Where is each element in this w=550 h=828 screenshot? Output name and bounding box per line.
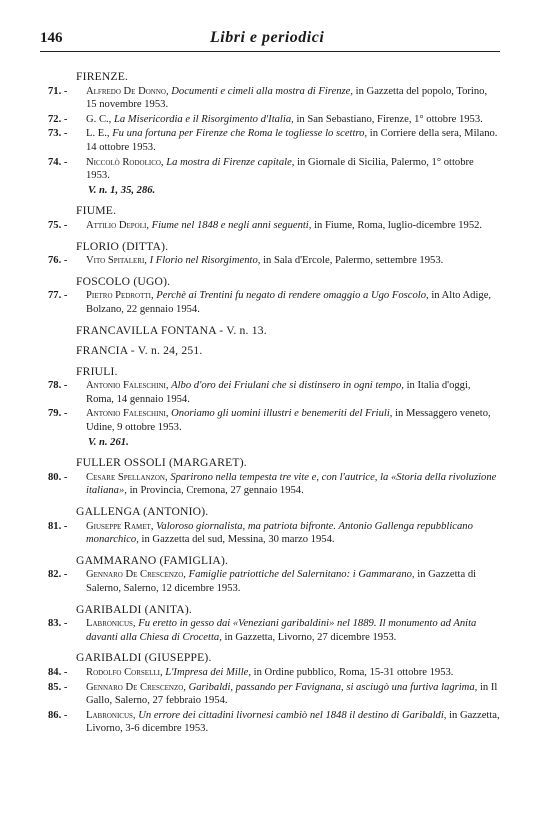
section-heading: GARIBALDI (ANITA). bbox=[76, 602, 193, 616]
entry-publication: in Alto Adige, Bolzano, 22 gennaio 1954. bbox=[86, 290, 492, 315]
bibliography-entry bbox=[48, 520, 500, 547]
entry-text bbox=[86, 156, 500, 183]
section-heading: FOSCOLO (UGO). bbox=[76, 274, 171, 288]
entry-text bbox=[86, 254, 500, 268]
entry-number: 81. - bbox=[48, 520, 68, 532]
entry-text bbox=[86, 113, 500, 127]
entry-publication: in Ordine pubblico, Roma, 15-31 ottobre 1953. bbox=[253, 666, 454, 678]
bibliography-entry bbox=[48, 156, 500, 183]
entry-title: Onoriamo gli uomini illustri e benemeriti del Friuli, bbox=[171, 408, 393, 420]
bibliography-entry bbox=[48, 681, 500, 708]
entry-text bbox=[86, 379, 500, 406]
entry-author: Labronicus, bbox=[86, 709, 136, 721]
page-header bbox=[40, 30, 500, 52]
section bbox=[48, 365, 500, 450]
entry-author: Antonio Faleschini, bbox=[86, 408, 169, 420]
entry-text bbox=[86, 709, 500, 736]
section-heading: FIRENZE. bbox=[76, 70, 129, 83]
entry-publication: in Provincia, Cremona, 27 gennaio 1954. bbox=[129, 485, 304, 497]
entry-title: Fiume nel 1848 e negli anni seguenti, bbox=[151, 219, 312, 231]
entry-publication: in Gazzetta del popolo, Torino, 15 novembre 1953. bbox=[86, 85, 488, 111]
entry-author: Cesare Spellanzon, bbox=[86, 471, 168, 483]
section-heading: GARIBALDI (GIUSEPPE). bbox=[76, 651, 212, 665]
entry-author: Gennaro De Crescenzo, bbox=[86, 569, 186, 581]
entry-publication: in Fiume, Roma, luglio-dicembre 1952. bbox=[314, 219, 483, 231]
entry-text bbox=[86, 471, 500, 498]
entry-author: Pietro Pedrotti, bbox=[86, 290, 154, 302]
entry-number: 73. - bbox=[48, 128, 68, 140]
entry-publication: in Gazzetta di Salerno, Salerno, 12 dicembre 1953. bbox=[86, 569, 477, 594]
section bbox=[48, 70, 500, 197]
cross-reference: V. n. 261. bbox=[88, 436, 129, 448]
entry-author: L. E., bbox=[86, 128, 110, 140]
entry-publication: in Giornale di Sicilia, Palermo, 1° ottobre 1953. bbox=[86, 156, 474, 182]
entry-title: Valoroso giornalista, ma patriota bifronte. Antonio Gallenga repubblicano monarchico, bbox=[86, 520, 473, 546]
section bbox=[48, 240, 500, 268]
entry-author: Niccolò Rodolico, bbox=[86, 156, 164, 168]
entry-publication: in Gazzetta, Livorno, 3-6 dicembre 1953. bbox=[86, 709, 500, 735]
entry-title: Perchè ai Trentini fu negato di rendere omaggio a Ugo Foscolo, bbox=[156, 290, 429, 302]
entry-text bbox=[86, 127, 500, 154]
bibliography-entry bbox=[48, 289, 500, 316]
entry-publication: in Messaggero veneto, Udine, 9 ottobre 1953. bbox=[86, 408, 491, 434]
section bbox=[48, 651, 500, 736]
entry-title: Garibaldi, passando per Favignana, si asciugò una furtiva lagrima, bbox=[188, 681, 478, 693]
entry-number: 75. - bbox=[48, 219, 68, 231]
entry-number: 72. - bbox=[48, 113, 68, 125]
section-heading: FLORIO (DITTA). bbox=[76, 239, 169, 253]
entry-author: Labronicus, bbox=[86, 618, 136, 630]
entry-title: L'Impresa dei Mille, bbox=[165, 666, 251, 678]
bibliography-entry bbox=[48, 407, 500, 434]
entry-title: Famiglie patriottiche del Salernitano: i Gammarano, bbox=[188, 569, 415, 581]
bibliography-list bbox=[48, 70, 500, 737]
section-heading: FULLER OSSOLI (MARGARET). bbox=[76, 456, 247, 470]
entry-title: Un errore dei cittadini livornesi cambiò nel 1848 il destino di Garibaldi, bbox=[138, 709, 447, 721]
section-heading: FRIULI. bbox=[76, 364, 118, 378]
entry-author: Giuseppe Ramet, bbox=[86, 520, 154, 532]
entry-author: G. C., bbox=[86, 113, 112, 125]
section-heading: FRANCIA - V. n. 24, 251. bbox=[76, 344, 203, 358]
section-heading: GAMMARANO (FAMIGLIA). bbox=[76, 553, 229, 567]
bibliography-entry bbox=[48, 85, 500, 112]
entry-text bbox=[86, 85, 500, 112]
entry-title: Albo d'oro dei Friulani che si distinsero in ogni tempo, bbox=[171, 380, 404, 392]
section-heading: FRANCAVILLA FONTANA - V. n. 13. bbox=[76, 323, 267, 337]
entry-number: 74. - bbox=[48, 156, 68, 168]
entry-text bbox=[86, 617, 500, 644]
bibliography-entry bbox=[48, 666, 500, 680]
entry-publication: in Il Gallo, Salerno, 27 febbraio 1954. bbox=[86, 681, 498, 707]
section bbox=[48, 204, 500, 232]
entry-number: 79. - bbox=[48, 408, 68, 420]
entry-publication: in Sala d'Ercole, Palermo, settembre 1953. bbox=[263, 255, 444, 267]
entry-publication: in Gazzetta del sud, Messina, 30 marzo 1954. bbox=[141, 534, 335, 546]
entry-number: 83. - bbox=[48, 618, 68, 630]
entry-author: Gennaro De Crescenzo, bbox=[86, 681, 186, 693]
bibliography-entry bbox=[48, 113, 500, 127]
bibliography-entry bbox=[48, 617, 500, 644]
entry-title: Fu eretto in gesso dai «Veneziani garibaldini» nel 1889. Il monumento ad Anita davanti alla Chiesa di Crocetta, bbox=[86, 618, 477, 643]
section bbox=[48, 344, 500, 358]
entry-title: Documenti e cimeli alla mostra di Firenze, bbox=[171, 85, 354, 97]
entry-author: Vito Spitaleri, bbox=[86, 255, 147, 267]
entry-number: 78. - bbox=[48, 380, 68, 392]
bibliography-entry bbox=[48, 127, 500, 154]
bibliography-entry bbox=[48, 568, 500, 595]
entry-publication: in San Sebastiano, Firenze, 1° ottobre 1953. bbox=[296, 113, 483, 125]
entry-number: 71. - bbox=[48, 85, 68, 97]
running-title: Libri e periodici bbox=[210, 29, 325, 46]
entry-text bbox=[86, 681, 500, 708]
entry-publication: in Gazzetta, Livorno, 27 dicembre 1953. bbox=[224, 631, 397, 643]
entry-number: 77. - bbox=[48, 290, 68, 302]
entry-author: Alfredo De Donno, bbox=[86, 85, 169, 97]
entry-title: I Florio nel Risorgimento, bbox=[149, 255, 261, 267]
entry-title: Fu una fortuna per Firenze che Roma le togliesse lo scettro, bbox=[112, 128, 368, 140]
entry-author: Rodolfo Corselli, bbox=[86, 666, 163, 678]
entry-title: La mostra di Firenze capitale, bbox=[166, 156, 295, 168]
section bbox=[48, 324, 500, 338]
page-number: 146 bbox=[40, 30, 63, 46]
entry-text bbox=[86, 568, 500, 595]
header-rule bbox=[40, 51, 500, 52]
entry-number: 80. - bbox=[48, 471, 68, 483]
entry-publication: in Corriere della sera, Milano. 14 ottobre 1953. bbox=[86, 128, 498, 153]
section-heading: FIUME. bbox=[76, 204, 117, 218]
entry-number: 82. - bbox=[48, 569, 68, 581]
bibliography-entry bbox=[48, 709, 500, 736]
section bbox=[48, 456, 500, 498]
bibliography-entry bbox=[48, 471, 500, 498]
entry-text bbox=[86, 520, 500, 547]
entry-publication: in Italia d'oggi, Roma, 14 gennaio 1954. bbox=[86, 380, 471, 405]
entry-author: Attilio Depoli, bbox=[86, 219, 149, 231]
section bbox=[48, 505, 500, 547]
cross-reference: V. n. 1, 35, 286. bbox=[88, 184, 156, 196]
section bbox=[48, 275, 500, 317]
section-heading: GALLENGA (ANTONIO). bbox=[76, 505, 209, 519]
bibliography-entry bbox=[48, 254, 500, 268]
entry-number: 86. - bbox=[48, 709, 68, 721]
entry-number: 84. - bbox=[48, 666, 68, 678]
bibliography-entry bbox=[48, 379, 500, 406]
entry-number: 85. - bbox=[48, 681, 68, 693]
entry-text bbox=[86, 407, 500, 434]
entry-title: La Misericordia e il Risorgimento d'Italia, bbox=[113, 113, 294, 125]
bibliography-entry bbox=[48, 219, 500, 233]
section bbox=[48, 603, 500, 645]
entry-text bbox=[86, 666, 500, 680]
entry-text bbox=[86, 289, 500, 316]
entry-text bbox=[86, 219, 500, 233]
section bbox=[48, 554, 500, 596]
entry-author: Antonio Faleschini, bbox=[86, 380, 169, 392]
entry-title: Sparirono nella tempesta tre vite e, con l'autrice, la «Storia della rivoluzione italiana», bbox=[86, 471, 497, 497]
entry-number: 76. - bbox=[48, 255, 68, 267]
